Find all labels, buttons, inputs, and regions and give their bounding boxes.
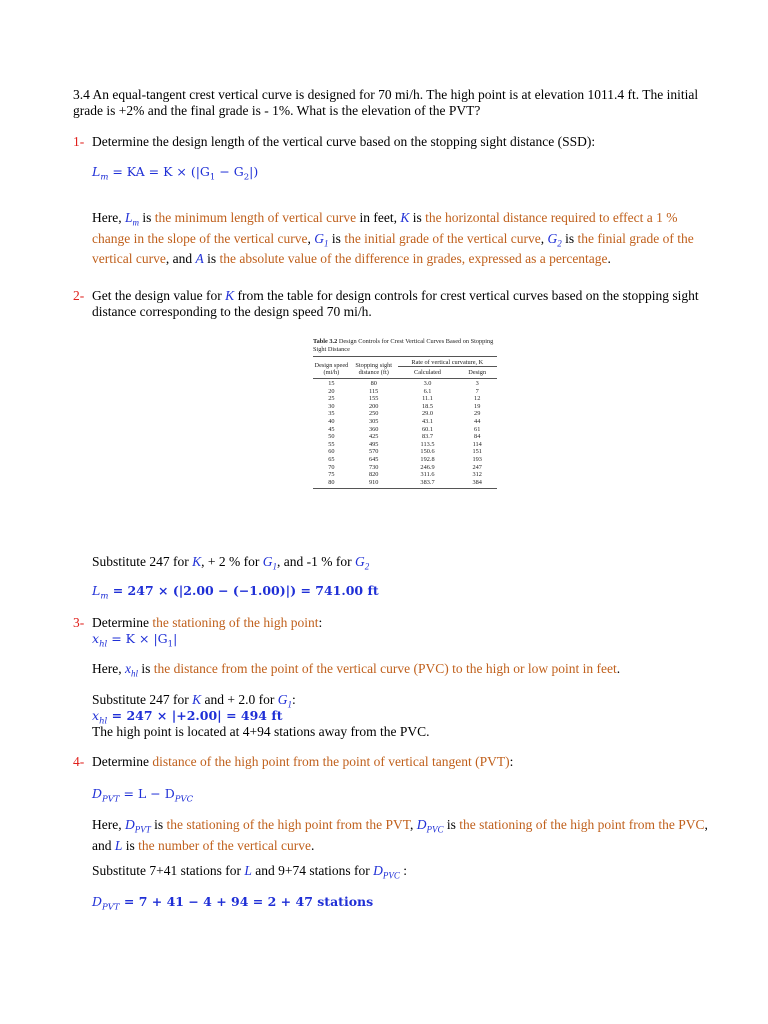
table-cell: 84 (474, 433, 481, 441)
table-cell: 250 (368, 410, 379, 418)
header-calculated: Calculated (414, 369, 441, 376)
step4-substitution: Substitute 7+41 stations for L and 9+74 stations for $D_{PVC}$ : (92, 863, 408, 881)
table-cell: 35 (328, 410, 335, 418)
step1-explanation: Here, $L_m$ is the minimum length of vertical curve in feet, K is the horizontal distance required to effect a 1 % change in the slope of the vertical curve, $G_1$ is the initial grade of the vertical curve, $G_2$ is the finial grade of the vertical curve, and A is the absolute value of the difference in grades, expressed as a percentage. (92, 210, 694, 267)
table-cell: 60.1 (421, 425, 434, 433)
header-rate-k: Rate of vertical curvature, K (398, 359, 497, 367)
table-cell: 730 (368, 463, 379, 471)
table-row (313, 471, 497, 479)
step3-equation-result: $x_{hl} = 247 \times |+2.00| = 494$ ft (92, 708, 283, 727)
table-row (313, 388, 497, 396)
table-cell: 7 (475, 387, 479, 395)
table-cell: 192.8 (420, 455, 435, 463)
table-cell: 645 (368, 455, 379, 463)
step1-text: Determine the design length of the vertical curve based on the stopping sight distance (SSD): (92, 134, 596, 149)
table-cell: 311.6 (420, 471, 435, 479)
problem-statement: 3.4 An equal-tangent crest vertical curve is designed for 70 mi/h. The high point is at elevation 1011.4 ft. The initial grade is +2% and the final grade is - 1%. What is the elevation of the PVT? (73, 87, 699, 118)
header-design-speed: Design speed (mi/h) (314, 362, 349, 376)
table-cell: 55 (328, 440, 335, 448)
step3-explanation: Here, $x_{hl}$ is the distance from the point of the vertical curve (PVC) to the high or low point in feet. (92, 661, 621, 679)
table-cell: 80 (328, 478, 335, 486)
table-row (313, 426, 497, 434)
table-cell: 61 (474, 425, 481, 433)
table-cell: 6.1 (423, 387, 432, 395)
table-cell: 155 (368, 395, 379, 403)
table-cell: 83.7 (421, 433, 434, 441)
table-cell: 43.1 (421, 417, 434, 425)
table-cell: 312 (472, 471, 482, 479)
table-cell: 18.5 (421, 402, 434, 410)
header-stopping-sight-distance: Stopping sight distance (ft) (355, 362, 392, 376)
step2-substitution: Substitute 247 for K, + 2 % for $G_1$, and -1 % for $G_2$ (92, 554, 370, 572)
table-row (313, 464, 497, 472)
step1-number: 1- (73, 134, 85, 149)
table-row (313, 441, 497, 449)
step3-number: 3- (73, 615, 85, 630)
step2-equation: $L_m = 247 \times (|2.00 - (-1.00)|) = 741.00$ ft (92, 583, 379, 602)
table-row (313, 418, 497, 426)
table-cell: 425 (368, 433, 379, 441)
step4-explanation: Here, $D_{PVT}$ is the stationing of the high point from the PVT, $D_{PVC}$ is the stationing of the high point from the PVC, and L is the number of the vertical curve. (92, 817, 708, 853)
header-design: Design (468, 369, 487, 376)
table-cell: 29 (474, 410, 481, 418)
table-cell: 30 (328, 402, 335, 410)
table-row (313, 479, 497, 487)
table-cell: 19 (474, 402, 481, 410)
table-cell: 114 (472, 440, 482, 448)
table-cell: 25 (328, 395, 335, 403)
table-row (313, 395, 497, 403)
table-cell: 44 (474, 417, 481, 425)
step3-substitution: Substitute 247 for K and + 2.0 for $G_1$: (92, 692, 296, 710)
table-cell: 29.0 (421, 410, 434, 418)
table-cell: 384 (472, 478, 482, 486)
table-cell: 570 (368, 448, 379, 456)
table-cell: 495 (368, 440, 379, 448)
table-row (313, 410, 497, 418)
step4-text: Determine distance of the high point from the point of vertical tangent (PVT): (92, 754, 514, 769)
table-row (313, 380, 497, 388)
table-cell: 15 (328, 380, 335, 387)
table-cell: 200 (368, 402, 379, 410)
table-cell: 70 (328, 463, 335, 471)
table-cell: 820 (368, 471, 379, 479)
table-cell: 360 (368, 425, 379, 433)
table-row (313, 403, 497, 411)
design-controls-table-figure (313, 338, 497, 491)
table-row (313, 448, 497, 456)
table-cell: 246.9 (420, 463, 435, 471)
step4-number: 4- (73, 754, 85, 769)
table-cell: 3 (475, 380, 479, 387)
step1-equation: $L_m$ = KA = $K \times (|G_1 - G_2|)$ (92, 164, 259, 183)
table-cell: 45 (328, 425, 335, 433)
design-controls-table (313, 359, 497, 486)
table-cell: 50 (328, 433, 335, 441)
table-cell: 40 (328, 417, 335, 425)
step3-note: The high point is located at 4+94 stations away from the PVC. (92, 724, 430, 739)
table-row (313, 456, 497, 464)
table-cell: 60 (328, 448, 335, 456)
table-cell: 193 (472, 455, 482, 463)
step3-text: Determine the stationing of the high point: (92, 615, 323, 630)
table-cell: 113.5 (420, 440, 435, 448)
table-cell: 383.7 (420, 478, 435, 486)
table-caption: Table 3.2 Design Controls for Crest Vertical Curves Based on Stopping Sight Distance (313, 338, 494, 353)
table-cell: 20 (328, 387, 335, 395)
table-cell: 12 (474, 395, 481, 403)
step2-text: Get the design value for K from the table for design controls for crest vertical curves based on the stopping sight distance corresponding to the design speed 70 mi/h. (92, 288, 699, 319)
table-cell: 75 (328, 471, 335, 479)
table-cell: 151 (472, 448, 482, 456)
table-cell: 150.6 (420, 448, 435, 456)
table-cell: 80 (370, 380, 377, 387)
step4-equation-result: $D_{PVT} = 7 + 41 - 4 + 94 = 2 + 47$ stations (92, 894, 374, 913)
table-cell: 910 (368, 478, 379, 486)
table-cell: 65 (328, 455, 335, 463)
table-row (313, 433, 497, 441)
table-cell: 305 (368, 417, 379, 425)
table-cell: 247 (472, 463, 482, 471)
step2-number: 2- (73, 288, 85, 303)
table-cell: 115 (369, 387, 379, 395)
step3-equation: $x_{hl} = K \times |G_1|$ (92, 631, 178, 650)
table-cell: 11.1 (422, 395, 433, 403)
table-cell: 3.0 (423, 380, 432, 387)
step4-equation: $D_{PVT} = L - D_{PVC}$ (92, 786, 194, 805)
